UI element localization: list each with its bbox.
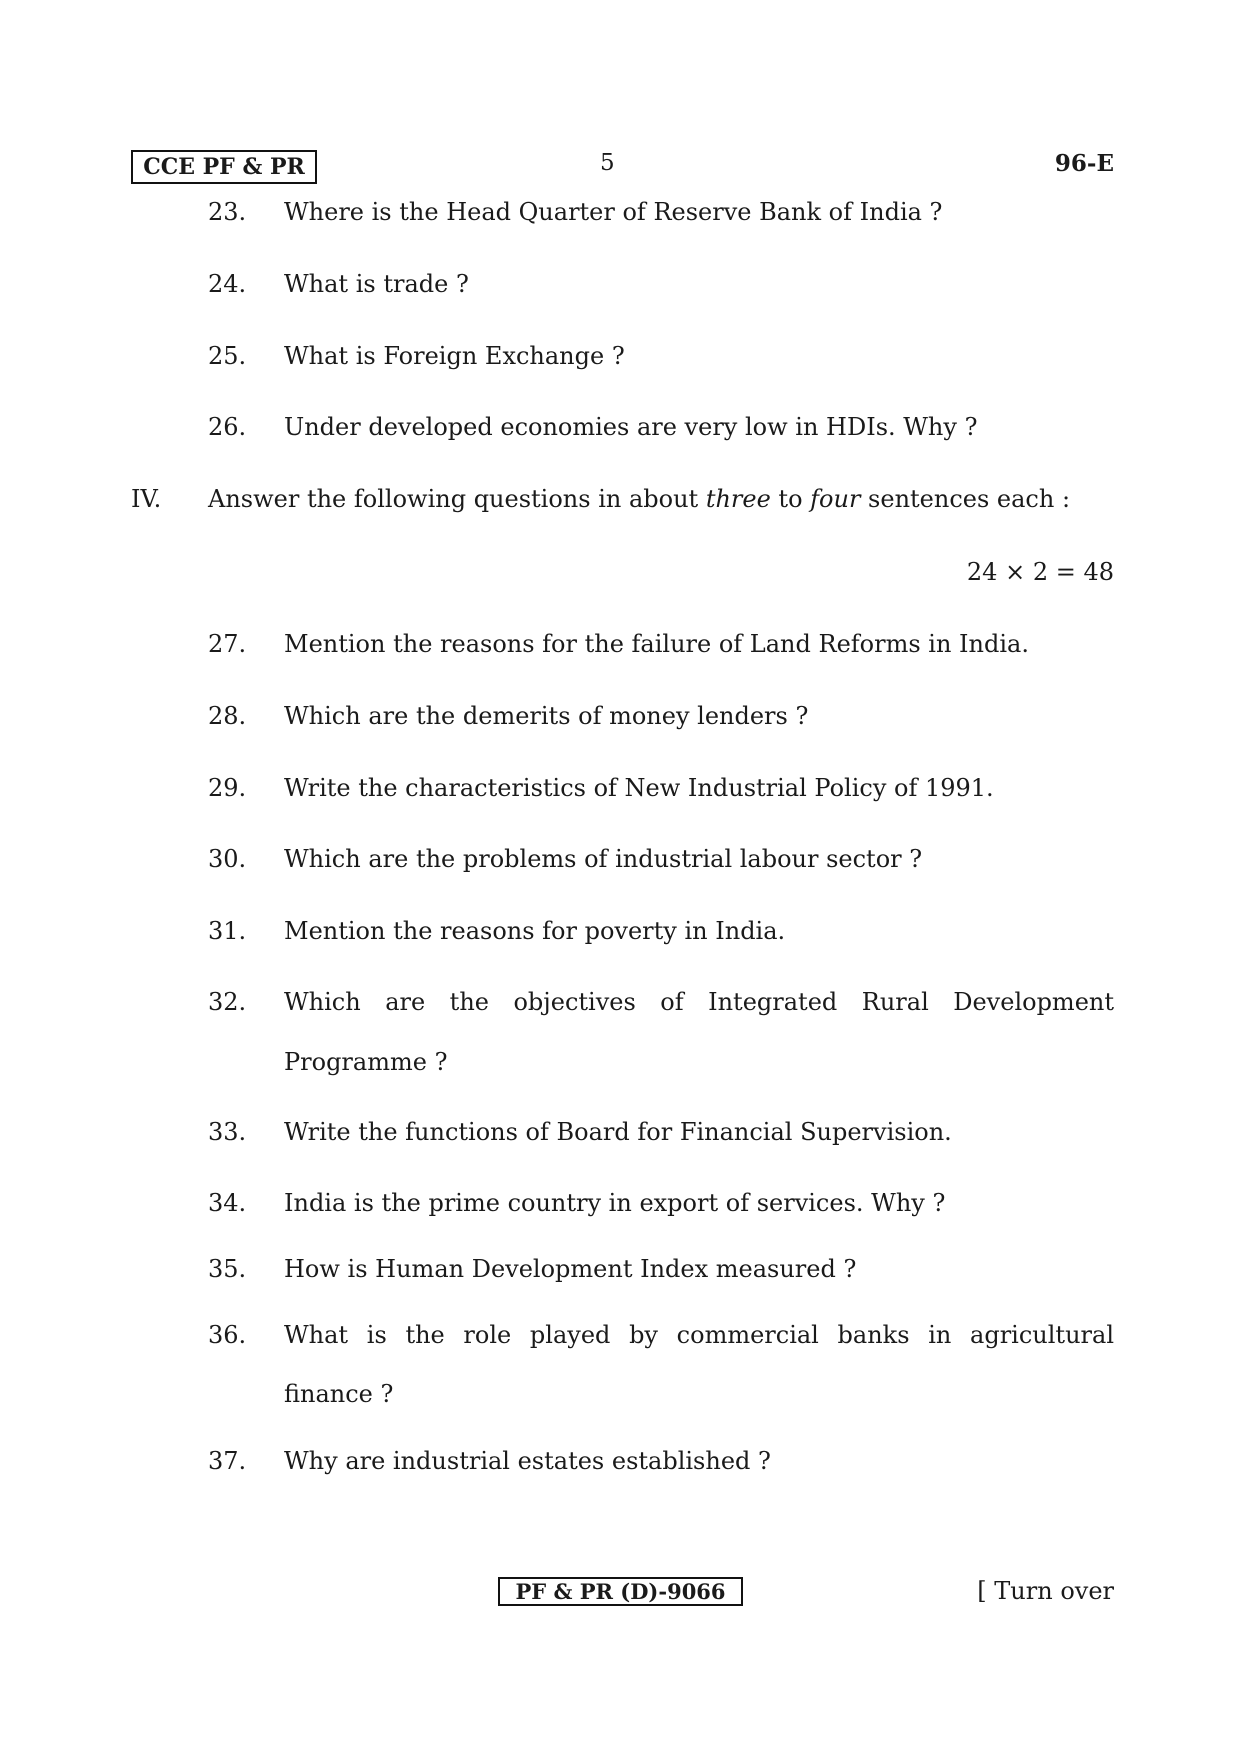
- footer-code-box: PF & PR (D)-9066: [498, 1577, 743, 1606]
- question-number: 29.: [208, 774, 247, 802]
- question-text: What is the role played by commercial banks in agricultural: [284, 1321, 1114, 1349]
- section-number: IV.: [131, 485, 162, 513]
- question-number: 35.: [208, 1255, 247, 1283]
- paper-code: 96-E: [1054, 150, 1114, 177]
- question-text: Which are the objectives of Integrated Rural Development: [284, 988, 1114, 1016]
- question-number: 33.: [208, 1118, 247, 1146]
- question-number: 34.: [208, 1189, 247, 1217]
- question-text: Under developed economies are very low in HDIs. Why ?: [284, 413, 978, 441]
- question-number: 32.: [208, 988, 247, 1016]
- question-text-continued: finance ?: [284, 1380, 394, 1408]
- question-number: 30.: [208, 845, 247, 873]
- question-text-continued: Programme ?: [284, 1048, 448, 1076]
- question-text: Where is the Head Quarter of Reserve Bank of India ?: [284, 198, 943, 226]
- section-instruction: Answer the following questions in about three to four sentences each :: [208, 485, 1071, 513]
- question-text: Which are the problems of industrial labour sector ?: [284, 845, 923, 873]
- question-text: Mention the reasons for poverty in India.: [284, 917, 786, 945]
- question-number: 23.: [208, 198, 247, 226]
- question-text: Mention the reasons for the failure of Land Reforms in India.: [284, 630, 1029, 658]
- question-number: 28.: [208, 702, 247, 730]
- question-text: Why are industrial estates established ?: [284, 1447, 771, 1475]
- question-text: Write the functions of Board for Financial Supervision.: [284, 1118, 952, 1146]
- question-text: Write the characteristics of New Industrial Policy of 1991.: [284, 774, 994, 802]
- question-number: 26.: [208, 413, 247, 441]
- question-number: 24.: [208, 270, 247, 298]
- question-text: Which are the demerits of money lenders ?: [284, 702, 809, 730]
- question-number: 36.: [208, 1321, 247, 1349]
- question-text: India is the prime country in export of services. Why ?: [284, 1189, 946, 1217]
- question-text: What is Foreign Exchange ?: [284, 342, 625, 370]
- section-marks: 24 × 2 = 48: [966, 558, 1114, 586]
- question-number: 25.: [208, 342, 247, 370]
- question-text: What is trade ?: [284, 270, 469, 298]
- turn-over-note: [ Turn over: [977, 1577, 1114, 1605]
- page-number: 5: [600, 150, 615, 176]
- question-number: 37.: [208, 1447, 247, 1475]
- question-number: 27.: [208, 630, 247, 658]
- question-number: 31.: [208, 917, 247, 945]
- header-subject-box: CCE PF & PR: [131, 150, 317, 184]
- question-text: How is Human Development Index measured ?: [284, 1255, 857, 1283]
